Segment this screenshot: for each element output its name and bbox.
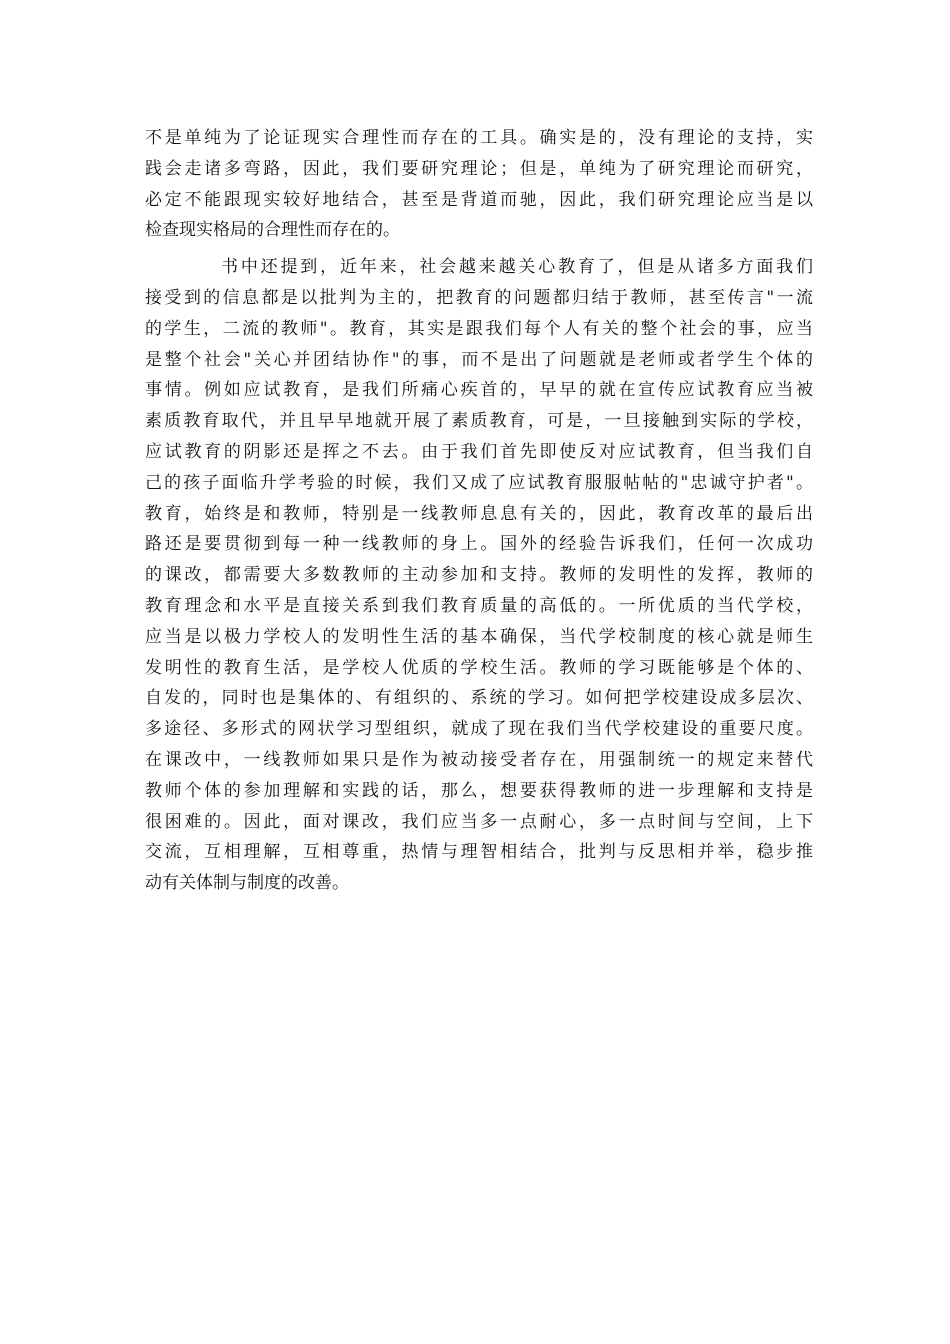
text-line: 不是单纯为了论证现实合理性而存在的工具。确实是的，没有理论的支持，实 xyxy=(145,128,813,148)
text-line: 书中还提到，近年来，社会越来越关心教育了，但是从诸多方面我们 xyxy=(221,257,813,278)
text-line: 教育理念和水平是直接关系到我们教育质量的高低的。一所优质的当代学校， xyxy=(145,595,813,616)
text-line: 是整个社会"关心并团结协作"的事，而不是出了问题就是老师或者学生个体的 xyxy=(145,349,813,370)
text-line: 必定不能跟现实较好地结合，甚至是背道而驰，因此，我们研究理论应当是以 xyxy=(145,189,813,210)
text-line: 的课改，都需要大多数教师的主动参加和支持。教师的发明性的发挥，教师的 xyxy=(145,565,813,586)
text-line: 在课改中，一线教师如果只是作为被动接受者存在，用强制统一的规定来替代 xyxy=(145,749,813,770)
document-body xyxy=(145,123,813,899)
paragraph-2 xyxy=(145,252,813,899)
text-line: 教师个体的参加理解和实践的话，那么，想要获得教师的进一步理解和支持是 xyxy=(145,780,813,801)
text-line: 发明性的教育生活，是学校人优质的学校生活。教师的学习既能够是个体的、 xyxy=(145,657,813,678)
text-line: 应试教育的阴影还是挥之不去。由于我们首先即使反对应试教育，但当我们自 xyxy=(145,441,813,462)
text-line: 交流，互相理解，互相尊重，热情与理智相结合，批判与反思相并举，稳步推 xyxy=(145,842,813,863)
text-line: 践会走诸多弯路，因此，我们要研究理论；但是，单纯为了研究理论而研究， xyxy=(145,158,813,179)
text-line: 接受到的信息都是以批判为主的，把教育的问题都归结于教师，甚至传言"一流 xyxy=(145,287,813,308)
text-line: 事情。例如应试教育，是我们所痛心疾首的，早早的就在宣传应试教育应当被 xyxy=(145,380,813,401)
text-line: 自发的，同时也是集体的、有组织的、系统的学习。如何把学校建设成多层次、 xyxy=(145,688,813,709)
text-line: 动有关体制与制度的改善。 xyxy=(145,873,349,894)
text-line: 的学生，二流的教师"。教育，其实是跟我们每个人有关的整个社会的事，应当 xyxy=(145,318,813,339)
text-line: 素质教育取代，并且早早地就开展了素质教育，可是，一旦接触到实际的学校， xyxy=(145,411,813,432)
text-line: 很困难的。因此，面对课改，我们应当多一点耐心，多一点时间与空间，上下 xyxy=(145,811,813,832)
paragraph-1 xyxy=(145,123,813,246)
text-line: 己的孩子面临升学考验的时候，我们又成了应试教育服服帖帖的"忠诚守护者"。 xyxy=(145,472,813,493)
text-line: 应当是以极力学校人的发明性生活的基本确保，当代学校制度的核心就是师生 xyxy=(145,626,813,647)
text-line: 教育，始终是和教师，特别是一线教师息息有关的，因此，教育改革的最后出 xyxy=(145,503,813,524)
text-line: 多途径、多形式的网状学习型组织，就成了现在我们当代学校建设的重要尺度。 xyxy=(145,719,813,740)
text-line: 检查现实格局的合理性而存在的。 xyxy=(145,220,400,241)
text-line: 路还是要贯彻到每一种一线教师的身上。国外的经验告诉我们，任何一次成功 xyxy=(145,534,813,555)
